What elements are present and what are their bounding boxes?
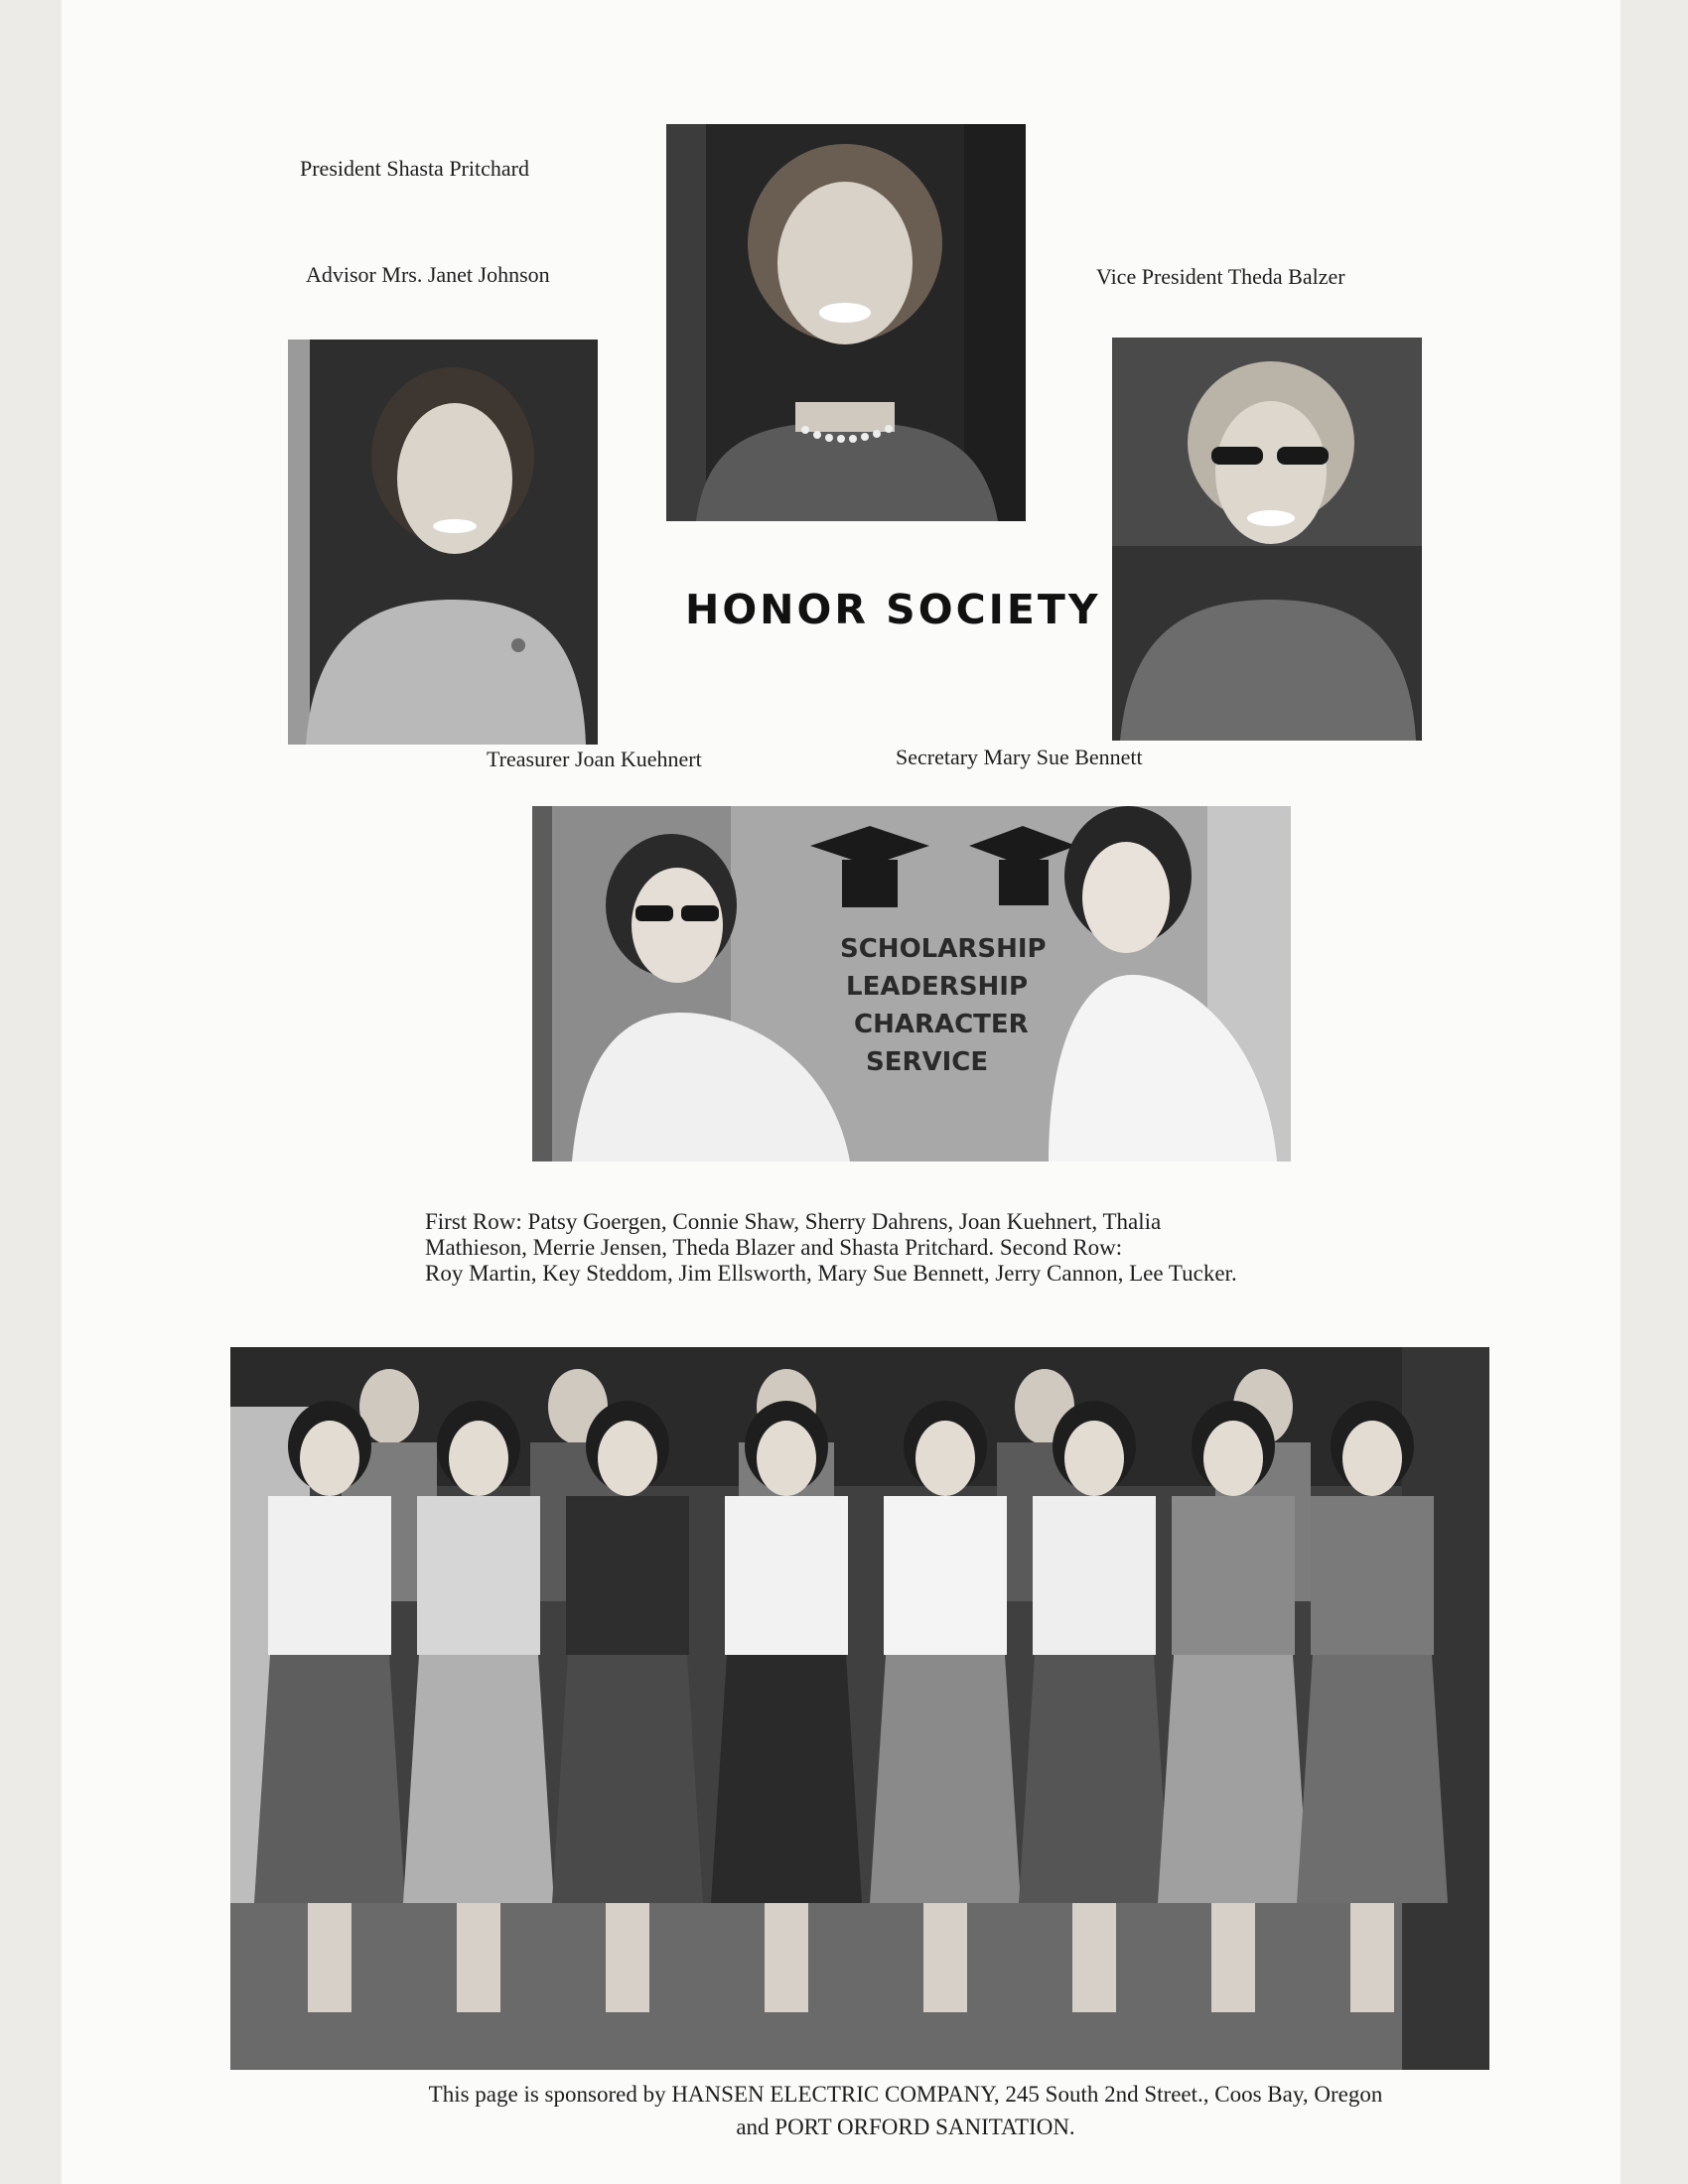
- sponsor-line-2: and PORT ORFORD SANITATION.: [736, 2115, 1075, 2139]
- front-row-face: [1203, 1421, 1263, 1496]
- front-row-skirt: [254, 1655, 405, 1903]
- front-row-legs: [1211, 1903, 1255, 2012]
- sign-text-character: CHARACTER: [854, 1010, 1029, 1039]
- front-row-legs: [1350, 1903, 1394, 2012]
- front-row-legs: [606, 1903, 649, 2012]
- front-row-top: [1172, 1496, 1295, 1655]
- sign-text-leadership: LEADERSHIP: [846, 972, 1029, 1002]
- front-row-top: [884, 1496, 1007, 1655]
- front-row-face: [598, 1421, 657, 1496]
- names-line-2: Mathieson, Merrie Jensen, Theda Blazer and Shasta Pritchard. Second Row:: [425, 1235, 1123, 1260]
- sign-text-service: SERVICE: [866, 1047, 989, 1077]
- front-row-legs: [457, 1903, 500, 2012]
- front-row-legs: [923, 1903, 967, 2012]
- names-line-3: Roy Martin, Key Steddom, Jim Ellsworth, Mary Sue Bennett, Jerry Cannon, Lee Tucker.: [425, 1261, 1237, 1286]
- front-row-face: [449, 1421, 508, 1496]
- caption-president: President Shasta Pritchard: [300, 156, 529, 181]
- scholarship-sign-photo: [532, 806, 1291, 1161]
- advisor-photo: [288, 340, 598, 745]
- front-row-top: [417, 1496, 540, 1655]
- front-row-face: [300, 1421, 359, 1496]
- front-row-legs: [765, 1903, 808, 2012]
- front-row-top: [1311, 1496, 1434, 1655]
- front-row-top: [725, 1496, 848, 1655]
- sponsor-line-1: This page is sponsored by HANSEN ELECTRIC COMPANY, 245 South 2nd Street., Coos Bay, Oregon: [428, 2082, 1383, 2107]
- front-row-top: [566, 1496, 689, 1655]
- front-row-skirt: [552, 1655, 703, 1903]
- caption-treasurer: Treasurer Joan Kuehnert: [487, 747, 702, 771]
- names-line-1: First Row: Patsy Goergen, Connie Shaw, Sherry Dahrens, Joan Kuehnert, Thalia: [425, 1209, 1162, 1234]
- yearbook-page: [62, 0, 1620, 2184]
- caption-advisor: Advisor Mrs. Janet Johnson: [306, 262, 550, 287]
- front-row-face: [1342, 1421, 1402, 1496]
- group-photo: [230, 1347, 1489, 2070]
- front-row-skirt: [1297, 1655, 1448, 1903]
- front-row-skirt: [711, 1655, 862, 1903]
- group-photo-names: [425, 1209, 1493, 1287]
- vice-president-photo: [1112, 338, 1422, 741]
- caption-vice-president: Vice President Theda Balzer: [1096, 264, 1345, 289]
- front-row-skirt: [1158, 1655, 1309, 1903]
- sponsor-note: [260, 2078, 1551, 2143]
- sign-text-scholarship: SCHOLARSHIP: [840, 934, 1047, 964]
- president-photo: [666, 124, 1026, 521]
- front-row-top: [1033, 1496, 1156, 1655]
- front-row-top: [268, 1496, 391, 1655]
- front-row-skirt: [403, 1655, 554, 1903]
- front-row-face: [757, 1421, 816, 1496]
- front-row-face: [1064, 1421, 1124, 1496]
- front-row-legs: [1072, 1903, 1116, 2012]
- front-row-skirt: [870, 1655, 1021, 1903]
- page-title: HONOR SOCIETY: [685, 586, 1101, 633]
- caption-secretary: Secretary Mary Sue Bennett: [896, 745, 1143, 769]
- front-row-legs: [308, 1903, 352, 2012]
- front-row-face: [915, 1421, 975, 1496]
- front-row-skirt: [1019, 1655, 1170, 1903]
